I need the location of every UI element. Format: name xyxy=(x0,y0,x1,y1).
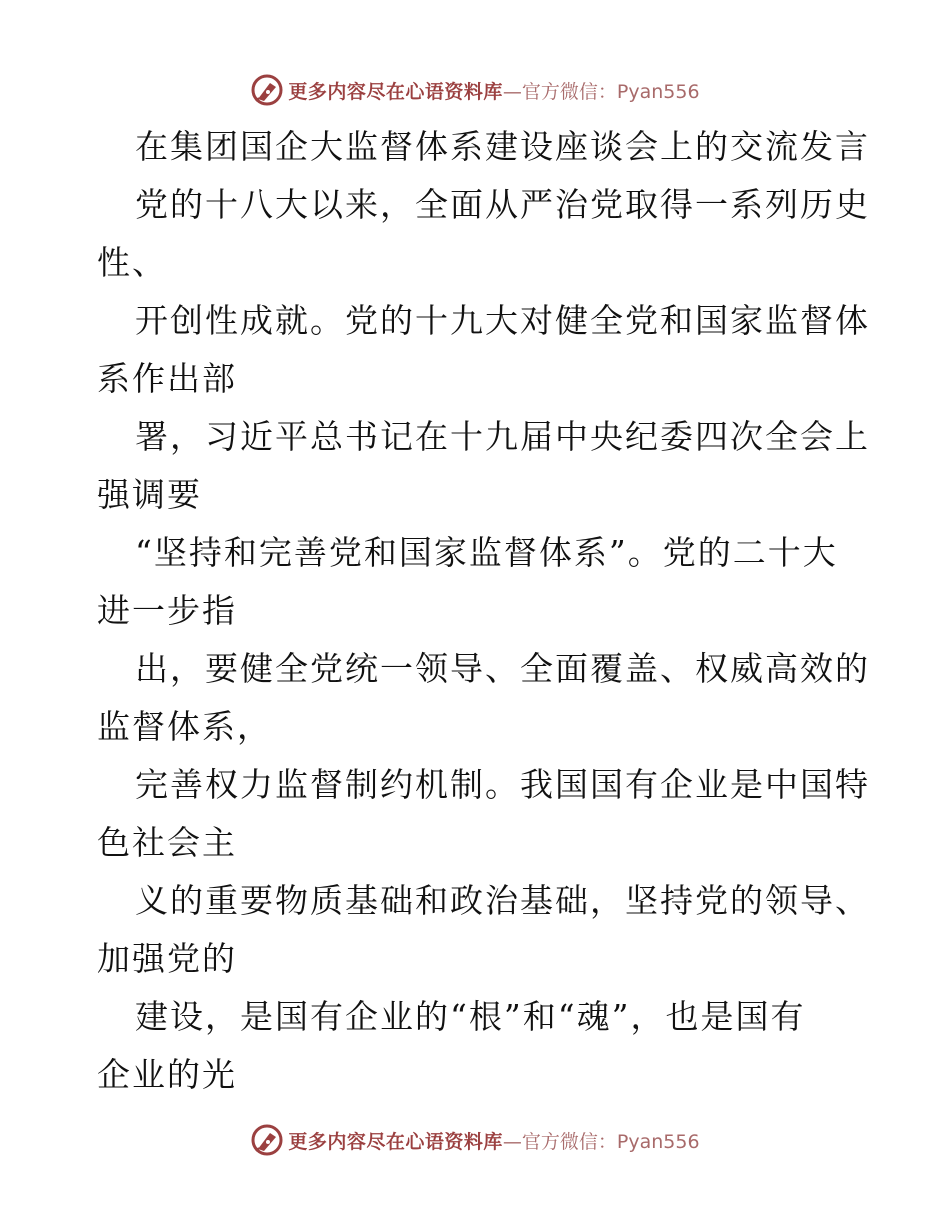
document-body xyxy=(97,118,870,1104)
text-line: 企业的光 xyxy=(97,1055,237,1094)
text-line: 出，要健全党统一领导、全面覆盖、权威高效的 xyxy=(135,649,870,688)
text-line: 建设，是国有企业的“根”和“魂”，也是国有 xyxy=(135,997,806,1036)
text-line: 色社会主 xyxy=(97,823,237,862)
text-line: 义的重要物质基础和政治基础，坚持党的领导、 xyxy=(135,881,870,920)
text-line: 党的十八大以来，全面从严治党取得一系列历史 xyxy=(135,185,870,224)
text-line: 完善权力监督制约机制。我国国有企业是中国特 xyxy=(135,765,870,804)
text-line: 进一步指 xyxy=(97,591,237,630)
text-line: 署，习近平总书记在十九届中央纪委四次全会上 xyxy=(135,417,870,456)
pen-nib-logo-icon xyxy=(250,73,284,107)
text-line: 加强党的 xyxy=(97,939,237,978)
document-title: 在集团国企大监督体系建设座谈会上的交流发言 xyxy=(135,127,870,166)
pen-nib-logo-icon xyxy=(250,1123,284,1157)
watermark-wechat-text: —官方微信：Pyan556 xyxy=(502,80,700,103)
watermark-wechat-text: —官方微信：Pyan556 xyxy=(502,1130,700,1153)
header-watermark xyxy=(0,70,950,110)
text-line: 监督体系， xyxy=(97,707,272,746)
text-line: 性、 xyxy=(97,243,167,282)
watermark-site-text: 更多内容尽在心语资料库 xyxy=(288,80,503,103)
text-line: “坚持和完善党和国家监督体系”。党的二十大 xyxy=(135,533,838,572)
watermark-site-text: 更多内容尽在心语资料库 xyxy=(288,1130,503,1153)
text-line: 系作出部 xyxy=(97,359,237,398)
footer-watermark xyxy=(0,1120,950,1160)
text-line: 开创性成就。党的十九大对健全党和国家监督体 xyxy=(135,301,870,340)
text-line: 强调要 xyxy=(97,475,202,514)
